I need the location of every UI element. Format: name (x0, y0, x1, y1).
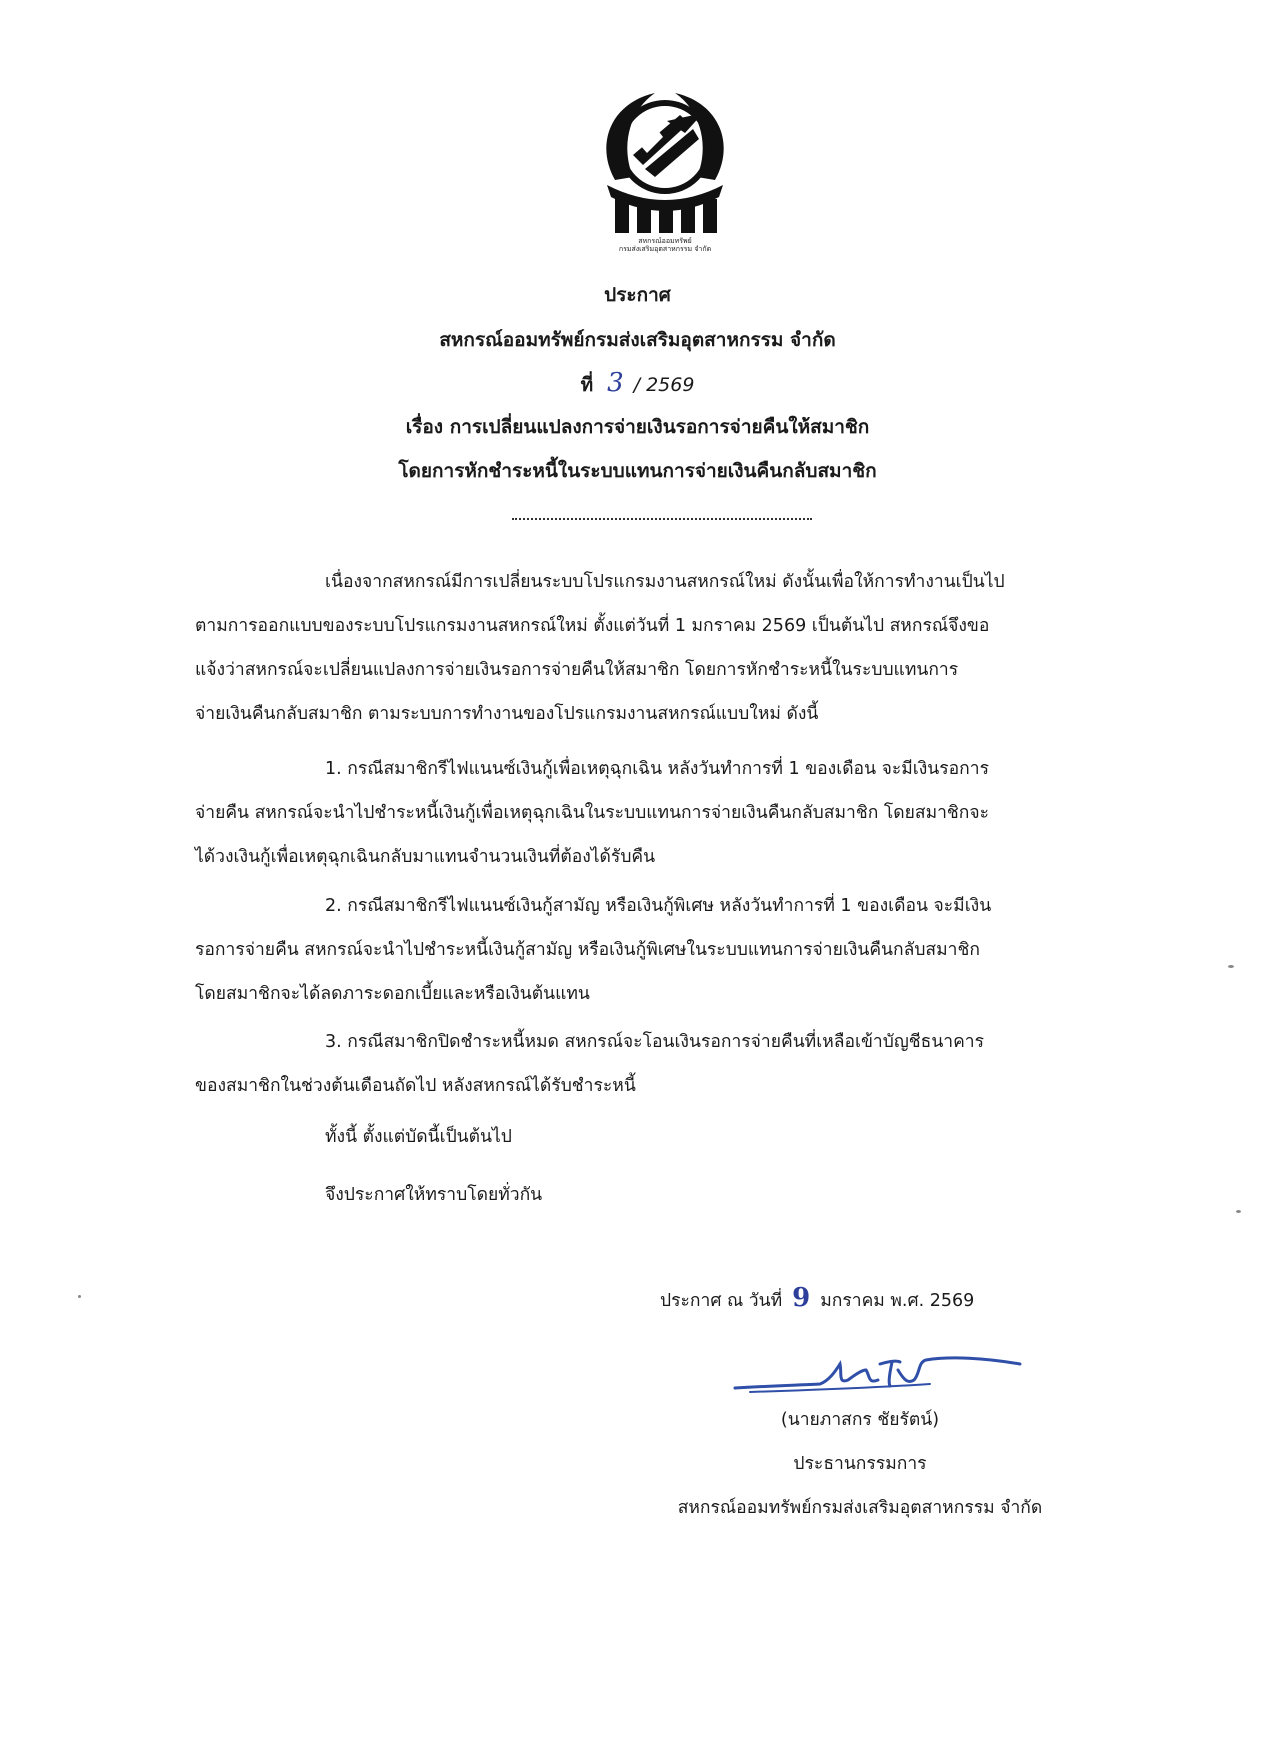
intro-line: จ่ายเงินคืนกลับสมาชิก ตามระบบการทำงานของโปรแกรมงานสหกรณ์แบบใหม่ ดังนี้ (195, 704, 819, 724)
intro-line: ตามการออกแบบของระบบโปรแกรมงานสหกรณ์ใหม่ ตั้งแต่วันที่ 1 มกราคม 2569 เป็นต้นไป สหกรณ์จึงขอ (195, 616, 990, 636)
organization-name: สหกรณ์ออมทรัพย์กรมส่งเสริมอุตสาหกรรม จำกัด (439, 329, 836, 351)
date-prefix: ประกาศ ณ วันที่ (660, 1291, 783, 1311)
signer-organization: สหกรณ์ออมทรัพย์กรมส่งเสริมอุตสาหกรรม จำกัด (677, 1498, 1043, 1518)
announcement-date (660, 1283, 974, 1314)
signer-position: ประธานกรรมการ (793, 1454, 927, 1474)
number-year: / 2569 (633, 374, 695, 396)
subject-line-2: โดยการหักชำระหนี้ในระบบแทนการจ่ายเงินคืนกลับสมาชิก (398, 460, 877, 482)
cooperative-logo (585, 85, 745, 263)
date-suffix: มกราคม พ.ศ. 2569 (820, 1291, 975, 1311)
handwritten-number: 3 (607, 368, 624, 398)
scan-speck (1236, 1210, 1241, 1213)
scan-speck (1228, 965, 1234, 968)
item-2-paragraph (195, 884, 1135, 1016)
intro-line: แจ้งว่าสหกรณ์จะเปลี่ยนแปลงการจ่ายเงินรอการจ่ายคืนให้สมาชิก โดยการหักชำระหนี้ในระบบแทนการ (195, 660, 959, 680)
logo-caption-line2: กรมส่งเสริมอุตสาหกรรม จำกัด (618, 245, 712, 253)
item-2-line: 2. กรณีสมาชิกรีไฟแนนซ์เงินกู้สามัญ หรือเงินกู้พิเศษ หลังวันทำการที่ 1 ของเดือน จะมีเงิน (325, 896, 992, 916)
signer-name: (นายภาสกร ชัยรัตน์) (780, 1410, 940, 1430)
item-3-line: 3. กรณีสมาชิกปิดชำระหนี้หมด สหกรณ์จะโอนเงินรอการจ่ายคืนที่เหลือเข้าบัญชีธนาคาร (325, 1032, 985, 1052)
dotted-divider (512, 518, 812, 520)
effective-statement: ทั้งนี้ ตั้งแต่บัดนี้เป็นต้นไป (325, 1127, 512, 1147)
item-1-line: 1. กรณีสมาชิกรีไฟแนนซ์เงินกู้เพื่อเหตุฉุกเฉิน หลังวันทำการที่ 1 ของเดือน จะมีเงินรอการ (325, 759, 990, 779)
intro-line: เนื่องจากสหกรณ์มีการเปลี่ยนระบบโปรแกรมงานสหกรณ์ใหม่ ดังนั้นเพื่อให้การทำงานเป็นไป (325, 572, 1005, 592)
item-3-paragraph (195, 1020, 1135, 1108)
item-1-paragraph (195, 747, 1135, 879)
handwritten-signature-icon (730, 1340, 1030, 1410)
subject-line-1: เรื่อง การเปลี่ยนแปลงการจ่ายเงินรอการจ่ายคืนให้สมาชิก (405, 416, 870, 438)
announce-statement: จึงประกาศให้ทราบโดยทั่วกัน (325, 1185, 543, 1205)
announcement-number (0, 368, 1275, 400)
scan-speck (78, 1295, 81, 1298)
number-prefix: ที่ (580, 374, 594, 396)
document-title: ประกาศ (604, 284, 671, 306)
item-2-line: รอการจ่ายคืน สหกรณ์จะนำไปชำระหนี้เงินกู้สามัญ หรือเงินกู้พิเศษในระบบแทนการจ่ายเงินคืนกลับสมาชิก (195, 940, 980, 960)
logo-caption-line1: สหกรณ์ออมทรัพย์ (638, 237, 692, 245)
item-1-line: จ่ายคืน สหกรณ์จะนำไปชำระหนี้เงินกู้เพื่อเหตุฉุกเฉินในระบบแทนการจ่ายเงินคืนกลับสมาชิก โดยสมาชิกจะ (195, 803, 990, 823)
item-1-line: ได้วงเงินกู้เพื่อเหตุฉุกเฉินกลับมาแทนจำนวนเงินที่ต้องได้รับคืน (195, 847, 656, 867)
item-3-line: ของสมาชิกในช่วงต้นเดือนถัดไป หลังสหกรณ์ได้รับชำระหนี้ (195, 1076, 636, 1096)
handwritten-day: 9 (792, 1283, 811, 1313)
item-2-line: โดยสมาชิกจะได้ลดภาระดอกเบี้ยและหรือเงินต้นแทน (195, 984, 590, 1004)
intro-paragraph (195, 560, 1135, 736)
signature (730, 1340, 1030, 1410)
